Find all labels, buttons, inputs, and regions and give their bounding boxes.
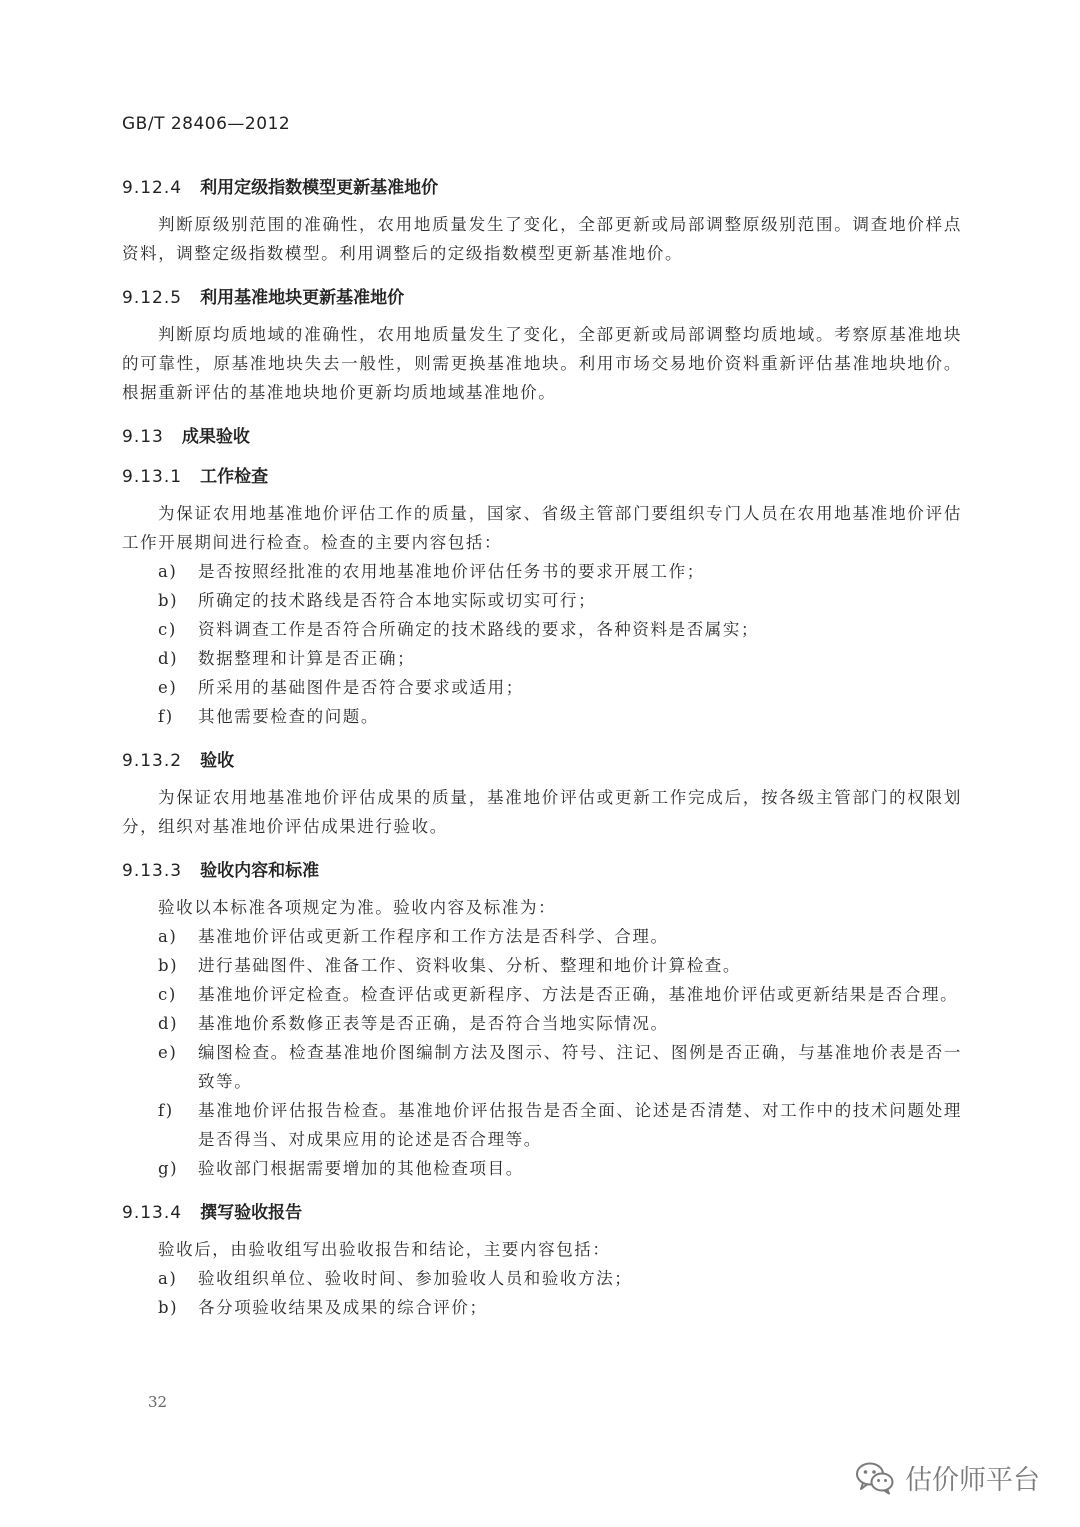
list-item-text: 验收组织单位、验收时间、参加验收人员和验收方法； [198, 1269, 633, 1288]
section-number: 9.12.5 [122, 288, 183, 308]
list-item [122, 980, 962, 1009]
section-heading [122, 419, 962, 459]
paragraph: 为保证农用地基准地价评估成果的质量，基准地价评估或更新工作完成后，按各级主管部门的权限划分，组织对基准地价评估成果进行验收。 [122, 788, 962, 836]
list-item-text: 数据整理和计算是否正确； [198, 649, 416, 668]
list-item [122, 1264, 962, 1293]
list-item [122, 1038, 962, 1096]
list-item [122, 1154, 962, 1183]
list-item-text: 验收部门根据需要增加的其他检查项目。 [198, 1159, 524, 1178]
list-item [122, 644, 962, 673]
list-item-text: 基准地价评估或更新工作程序和工作方法是否科学、合理。 [198, 927, 669, 946]
list-marker: a) [158, 1269, 178, 1288]
list-item [122, 673, 962, 702]
section-number: 9.13.3 [122, 861, 183, 881]
section-heading [122, 853, 962, 893]
list-marker: f) [158, 707, 174, 726]
list [122, 922, 962, 1183]
list-marker: e) [158, 1043, 178, 1062]
list-marker: b) [158, 1298, 179, 1317]
list-marker: a) [158, 927, 178, 946]
list-item-text: 是否按照经批准的农用地基准地价评估任务书的要求开展工作； [198, 562, 705, 581]
section-title: 成果验收 [181, 427, 250, 447]
wechat-icon [855, 1461, 895, 1495]
section-heading [122, 1195, 962, 1235]
section-number: 9.13.1 [122, 467, 183, 487]
list-marker: b) [158, 956, 179, 975]
section-title: 验收内容和标准 [200, 861, 320, 881]
list-item [122, 1293, 962, 1322]
list [122, 557, 962, 731]
list-marker: g) [158, 1159, 179, 1178]
paragraph: 为保证农用地基准地价评估工作的质量，国家、省级主管部门要组织专门人员在农用地基准地价评估工作开展期间进行检查。检查的主要内容包括： [122, 504, 962, 552]
section-number: 9.13.4 [122, 1203, 183, 1223]
watermark-text: 估价师平台 [905, 1465, 1040, 1496]
list-item-text: 资料调查工作是否符合所确定的技术路线的要求，各种资料是否属实； [198, 620, 760, 639]
list-marker: c) [158, 985, 177, 1004]
list-item [122, 702, 962, 731]
section-number: 9.13 [122, 427, 164, 447]
paragraph: 验收后，由验收组写出验收报告和结论，主要内容包括： [158, 1240, 611, 1259]
section-number: 9.12.4 [122, 178, 183, 198]
list-item-text: 编图检查。检查基准地价图编制方法及图示、符号、注记、图例是否正确，与基准地价表是否一致等。 [198, 1043, 962, 1091]
section-title: 验收 [200, 751, 235, 771]
section-title: 利用定级指数模型更新基准地价 [200, 178, 439, 198]
section-number: 9.13.2 [122, 751, 183, 771]
page-number: 32 [148, 1393, 168, 1411]
list-marker: d) [158, 649, 179, 668]
list-item-text: 所采用的基础图件是否符合要求或适用； [198, 678, 524, 697]
paragraph: 判断原级别范围的准确性，农用地质量发生了变化，全部更新或局部调整原级别范围。调查地价样点资料，调整定级指数模型。利用调整后的定级指数模型更新基准地价。 [122, 215, 962, 263]
list-item [122, 557, 962, 586]
list-marker: c) [158, 620, 177, 639]
list-item [122, 1009, 962, 1038]
list-item-text: 基准地价评定检查。检查评估或更新程序、方法是否正确，基准地价评估或更新结果是否合理。 [198, 985, 959, 1004]
list-item [122, 615, 962, 644]
list-marker: d) [158, 1014, 179, 1033]
section-title: 利用基准地块更新基准地价 [200, 288, 405, 308]
list-item-text: 各分项验收结果及成果的综合评价； [198, 1298, 488, 1317]
section-heading [122, 743, 962, 783]
paragraph: 验收以本标准各项规定为准。验收内容及标准为： [158, 898, 557, 917]
standard-code: GB/T 28406—2012 [122, 114, 291, 134]
list-item [122, 922, 962, 951]
list-marker: f) [158, 1101, 174, 1120]
list-marker: e) [158, 678, 178, 697]
list-item [122, 1096, 962, 1154]
list-item-text: 进行基础图件、准备工作、资料收集、分析、整理和地价计算检查。 [198, 956, 741, 975]
section-heading [122, 170, 962, 210]
document-body [122, 170, 962, 1334]
section-heading [122, 280, 962, 320]
list-item-text: 其他需要检查的问题。 [198, 707, 379, 726]
section-title: 工作检查 [200, 467, 269, 487]
list-item [122, 951, 962, 980]
section-title: 撰写验收报告 [200, 1203, 303, 1223]
paragraph: 判断原均质地域的准确性，农用地质量发生了变化，全部更新或局部调整均质地域。考察原基准地块的可靠性，原基准地块失去一般性，则需更换基准地块。利用市场交易地价资料重新评估基准地块地价。根据重新评估的基准地块地价更新均质地域基准地价。 [122, 325, 962, 402]
list-item-text: 所确定的技术路线是否符合本地实际或切实可行； [198, 591, 597, 610]
list-item [122, 586, 962, 615]
list-marker: b) [158, 591, 179, 610]
watermark [855, 1458, 1040, 1497]
list-item-text: 基准地价系数修正表等是否正确，是否符合当地实际情况。 [198, 1014, 669, 1033]
list-marker: a) [158, 562, 178, 581]
list [122, 1264, 962, 1322]
section-heading [122, 459, 962, 499]
list-item-text: 基准地价评估报告检查。基准地价评估报告是否全面、论述是否清楚、对工作中的技术问题处理是否得当、对成果应用的论述是否合理等。 [198, 1101, 962, 1149]
